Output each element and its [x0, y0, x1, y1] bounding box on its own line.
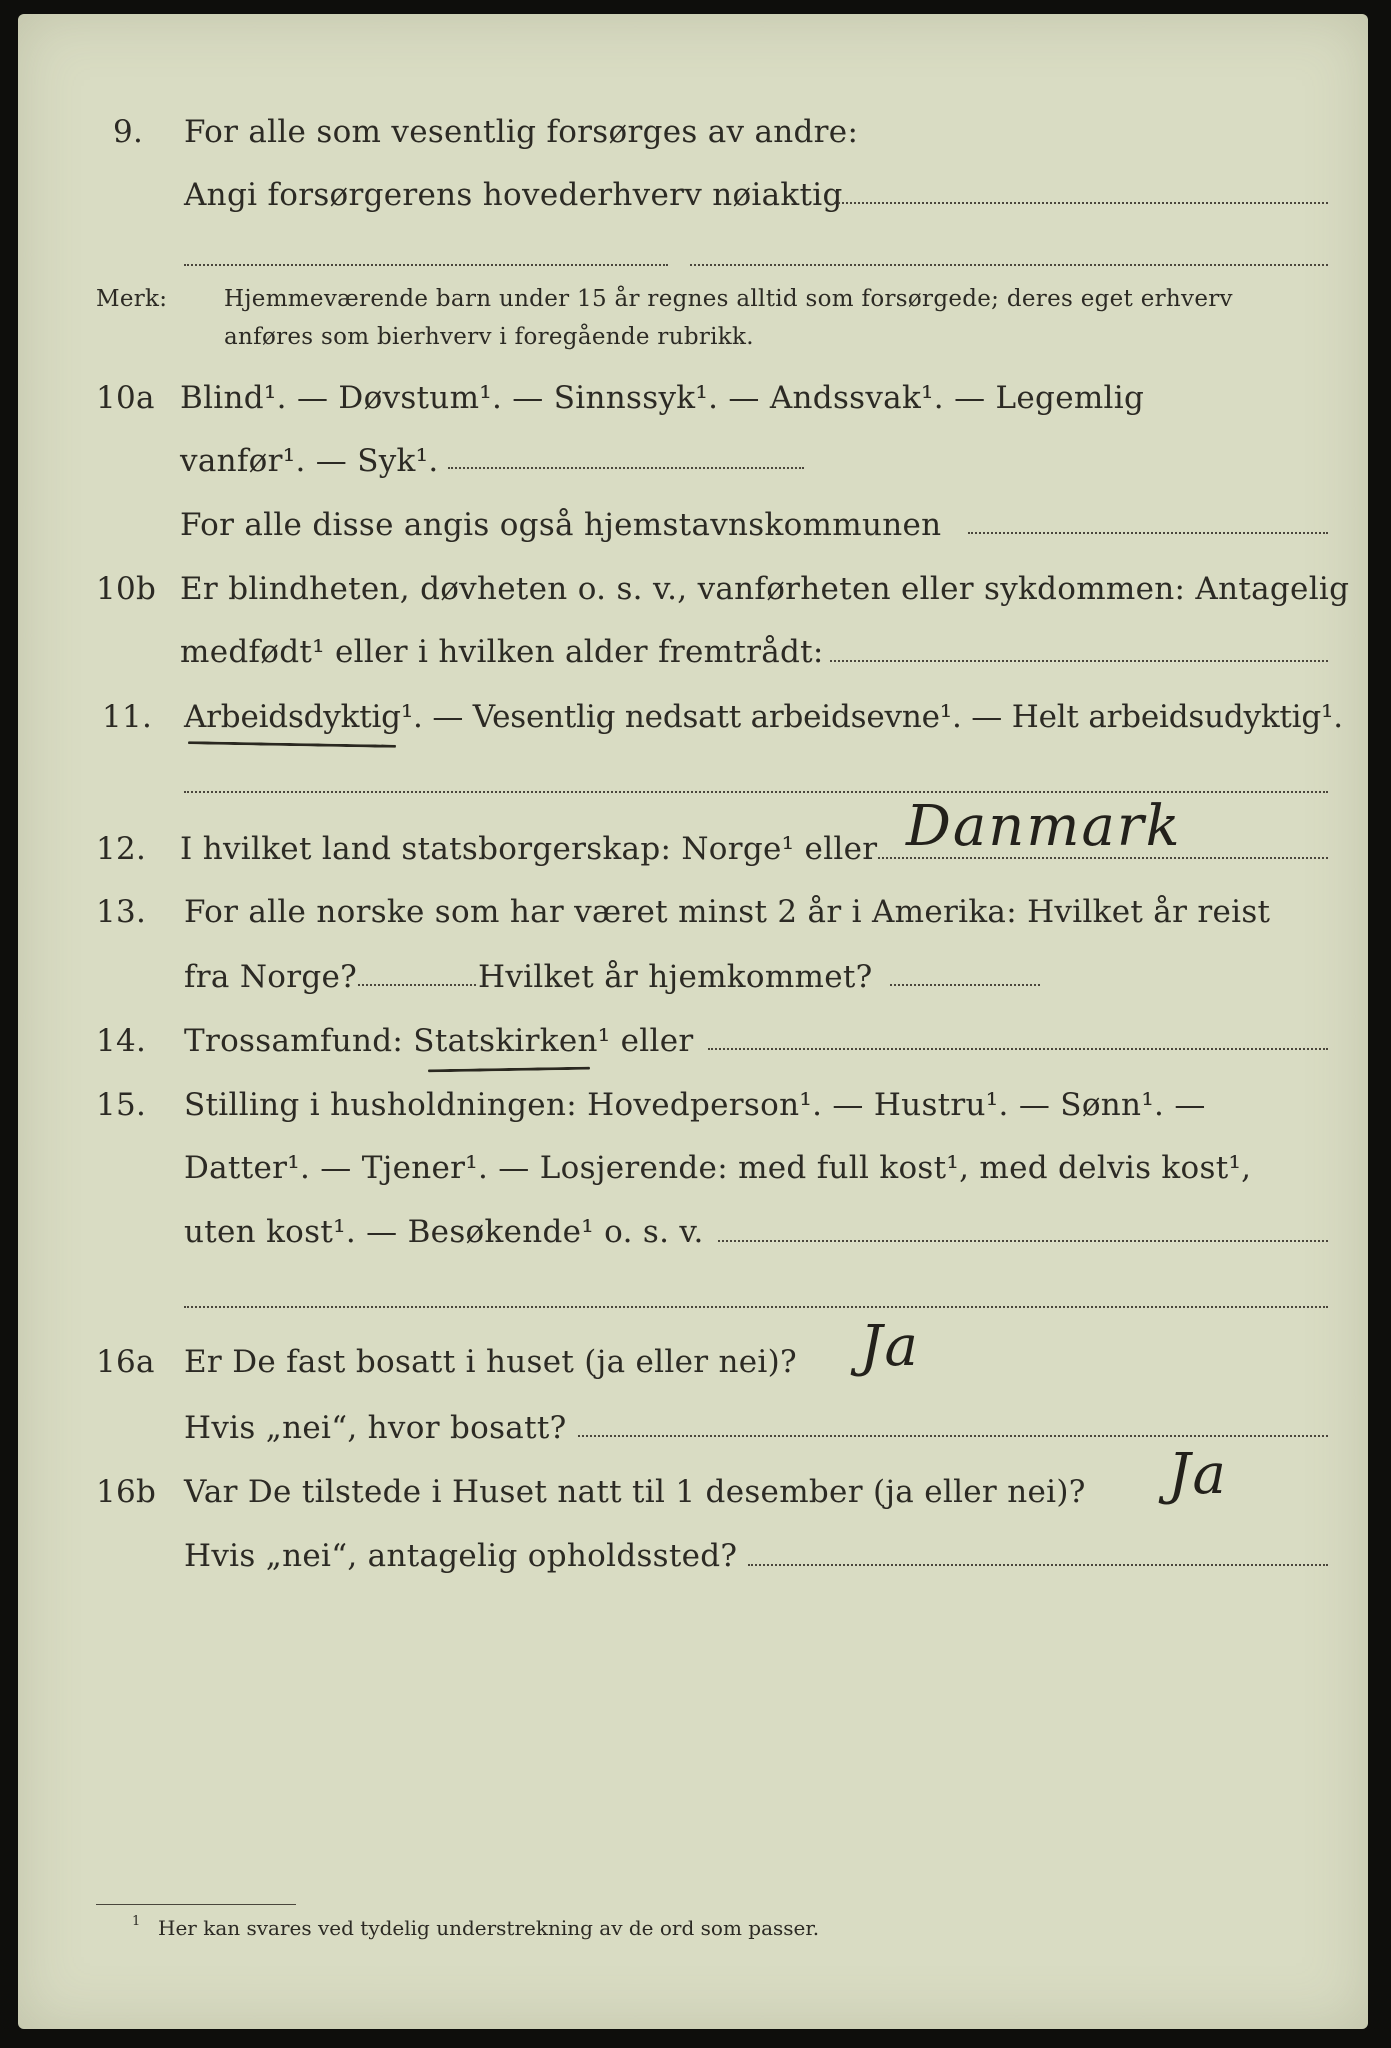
q13-return-prompt: Hvilket år hjemkommet? [478, 959, 873, 995]
footnote-divider [96, 1904, 296, 1905]
q14-number: 14. [96, 1023, 147, 1059]
q11-answer-field[interactable] [184, 791, 1328, 793]
q10b-prompt: medfødt¹ eller i hvilken alder fremtrådt: [180, 634, 824, 670]
q16a-prompt: Er De fast bosatt i huset (ja eller nei)? [184, 1344, 797, 1380]
q14-answer-field[interactable] [708, 1048, 1328, 1050]
q15-options-2: Datter¹. — Tjener¹. — Losjerende: med full kost¹, med delvis kost¹, [184, 1150, 1252, 1186]
q16a-followup-prompt: Hvis „nei“, hvor bosatt? [184, 1410, 567, 1446]
q15-line2 [18, 1145, 1368, 1191]
footnote-text: Her kan svares ved tydelig understrekning av de ord som passer. [158, 1916, 820, 1940]
q15-number: 15. [96, 1087, 147, 1123]
q10a-line1 [18, 375, 1368, 421]
q14-handwritten-underline [428, 1067, 590, 1073]
q14-line1 [18, 1018, 1368, 1064]
q15-options-3: uten kost¹. — Besøkende¹ o. s. v. [184, 1214, 704, 1250]
q13-return-field[interactable] [890, 984, 1040, 986]
note-text-1: Hjemmeværende barn under 15 år regnes alltid som forsørgede; deres eget erhverv [224, 286, 1233, 312]
q9-answer-field-2a[interactable] [184, 264, 668, 266]
q16a-line1 [18, 1339, 1368, 1385]
q11-options: Arbeidsdyktig¹. — Vesentlig nedsatt arbeidsevne¹. — Helt arbeidsudyktig¹. [184, 699, 1343, 735]
q16b-prompt: Var De tilstede i Huset natt til 1 desember (ja eller nei)? [184, 1474, 1086, 1510]
q10b-line1 [18, 566, 1368, 612]
q10a-hometown-field[interactable] [968, 532, 1328, 534]
q10a-options-2: vanfør¹. — Syk¹. [180, 443, 439, 479]
q14-prompt: Trossamfund: Statskirken¹ eller [184, 1023, 694, 1059]
q16a-followup-field[interactable] [578, 1435, 1328, 1437]
q10a-number: 10a [96, 380, 155, 416]
q13-number: 13. [96, 894, 147, 930]
q15-answer-field-2[interactable] [184, 1306, 1328, 1308]
q9-text: For alle som vesentlig forsørges av andre: [184, 114, 859, 150]
q9-line1 [18, 109, 1368, 155]
q13-departure-field[interactable] [358, 984, 476, 986]
q9-answer-field-2b[interactable] [690, 264, 1328, 266]
q13-text: For alle norske som har været minst 2 år i Amerika: Hvilket år reist [184, 894, 1271, 930]
note-label: Merk: [96, 286, 168, 312]
q10b-answer-field[interactable] [830, 660, 1328, 662]
q11-line1 [18, 694, 1368, 740]
note-text-2: anføres som bierhverv i foregående rubrikk. [224, 324, 754, 350]
q10a-hometown-prompt: For alle disse angis også hjemstavnskommunen [180, 507, 942, 543]
q15-line3 [18, 1209, 1368, 1255]
q12-prompt: I hvilket land statsborgerskap: Norge¹ eller [180, 831, 878, 867]
q16b-followup-prompt: Hvis „nei“, antagelig opholdssted? [184, 1538, 738, 1574]
q9-number: 9. [113, 114, 144, 150]
q15-answer-field[interactable] [718, 1240, 1328, 1242]
q10a-line2 [18, 438, 1368, 484]
note-line2 [18, 320, 1368, 366]
q10a-answer-field[interactable] [448, 467, 804, 469]
q10b-text: Er blindheten, døvheten o. s. v., vanførheten eller sykdommen: Antagelig [180, 571, 1350, 607]
q9-line2 [18, 172, 1368, 218]
q16b-line1 [18, 1469, 1368, 1515]
footnote-mark: 1 [132, 1914, 141, 1929]
q13-line1 [18, 889, 1368, 935]
q12-number: 12. [96, 831, 147, 867]
q11-number: 11. [102, 699, 153, 735]
q10b-line2 [18, 629, 1368, 675]
q15-options-1: Stilling i husholdningen: Hovedperson¹. — Hustru¹. — Sønn¹. — [184, 1087, 1206, 1123]
q9-prompt: Angi forsørgerens hovederhverv nøiaktig [184, 177, 843, 213]
q16b-line2 [18, 1533, 1368, 1579]
q16b-handwritten-answer: Ja [1168, 1442, 1228, 1507]
q9-answer-field[interactable] [834, 202, 1328, 204]
q16a-handwritten-answer: Ja [860, 1314, 920, 1379]
q16b-number: 16b [96, 1474, 157, 1510]
census-form-page [18, 14, 1368, 2029]
q10a-line3 [18, 502, 1368, 548]
q15-line1 [18, 1082, 1368, 1128]
q16a-number: 16a [96, 1344, 155, 1380]
q11-handwritten-underline [188, 741, 396, 748]
q13-departure-prompt: fra Norge? [184, 959, 358, 995]
q16a-line2 [18, 1405, 1368, 1451]
q10a-options: Blind¹. — Døvstum¹. — Sinnssyk¹. — Andssvak¹. — Legemlig [180, 380, 1145, 416]
q16b-followup-field[interactable] [748, 1564, 1328, 1566]
q12-handwritten-answer: Danmark [906, 794, 1182, 859]
q10b-number: 10b [96, 571, 157, 607]
q13-line2 [18, 954, 1368, 1000]
